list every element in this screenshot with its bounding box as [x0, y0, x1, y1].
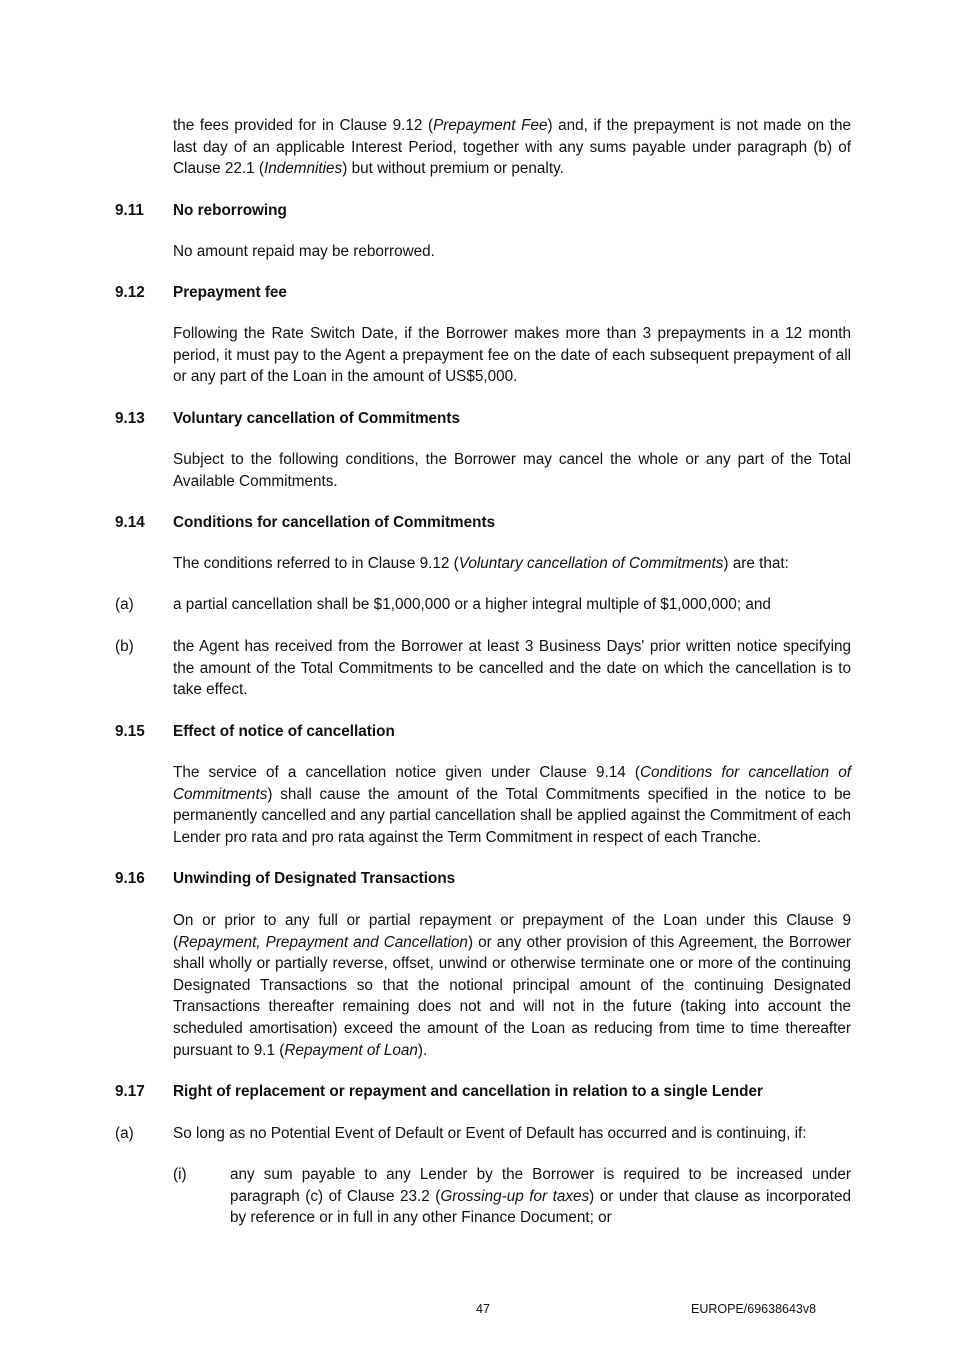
section-paragraph: On or prior to any full or partial repayment or prepayment of the Loan under this Clause 9 (Repayment, Prepayment and Cancellation) or any other provision of this Agreement, the Borrower shall wholly or partially reverse, offset, unwind or otherwise terminate one or more of the continuing Designated Transactions so that the notional principal amount of the continuing Designated Transactions thereafter remaining does not and will not in the future (taking into account the scheduled amortisation) exceed the amount of the Loan as reducing from time to time thereafter pursuant to 9.1 (Repayment of Loan).	[173, 912, 851, 1059]
sublist-item: any sum payable to any Lender by the Borrower is required to be increased under paragraph (c) of Clause 23.2 (Grossing-up for taxes) or under that clause as incorporated by reference or in full in any other Finance Document; or	[230, 1166, 851, 1227]
section-heading: No reborrowing	[173, 202, 287, 219]
section-number: 9.15	[115, 723, 145, 740]
intro-paragraph: the fees provided for in Clause 9.12 (Prepayment Fee) and, if the prepayment is not made on the last day of an applicable Interest Period, together with any sums payable under paragraph (b) of Clause 22.1 (Indemnities) but without premium or penalty.	[173, 117, 851, 178]
section-paragraph: No amount repaid may be reborrowed.	[173, 243, 435, 260]
list-label: (b)	[115, 638, 134, 655]
document-reference: EUROPE/69638643v8	[691, 1302, 817, 1316]
page-number: 47	[476, 1302, 490, 1316]
section-heading: Effect of notice of cancellation	[173, 723, 395, 740]
section-number: 9.16	[115, 870, 145, 887]
section-heading: Conditions for cancellation of Commitments	[173, 514, 496, 531]
section-number: 9.12	[115, 284, 145, 301]
section-paragraph: The conditions referred to in Clause 9.12 (Voluntary cancellation of Commitments) are that:	[173, 555, 789, 572]
section-paragraph: Following the Rate Switch Date, if the Borrower makes more than 3 prepayments in a 12 month period, it must pay to the Agent a prepayment fee on the date of each subsequent prepayment of all or any part of the Loan in the amount of US$5,000.	[173, 325, 851, 386]
list-label: (a)	[115, 1125, 134, 1142]
section-heading: Prepayment fee	[173, 284, 287, 301]
section-heading: Right of replacement or repayment and cancellation in relation to a single Lender	[173, 1083, 763, 1100]
section-paragraph: Subject to the following conditions, the Borrower may cancel the whole or any part of the Total Available Commitments.	[173, 451, 851, 490]
sublist-label: (i)	[173, 1166, 187, 1183]
list-item: So long as no Potential Event of Default or Event of Default has occurred and is continuing, if:	[173, 1125, 807, 1142]
section-paragraph: The service of a cancellation notice given under Clause 9.14 (Conditions for cancellation of Commitments) shall cause the amount of the Total Commitments specified in the notice to be permanently cancelled and any partial cancellation shall be applied against the Commitment of each Lender pro rata and pro rata against the Term Commitment in respect of each Tranche.	[173, 764, 851, 846]
list-item: the Agent has received from the Borrower at least 3 Business Days' prior written notice specifying the amount of the Total Commitments to be cancelled and the date on which the cancellation is to take effect.	[173, 638, 851, 699]
section-number: 9.11	[115, 202, 144, 219]
section-heading: Unwinding of Designated Transactions	[173, 870, 456, 887]
list-item: a partial cancellation shall be $1,000,000 or a higher integral multiple of $1,000,000; and	[173, 596, 771, 613]
section-number: 9.17	[115, 1083, 145, 1100]
section-number: 9.13	[115, 410, 145, 427]
section-heading: Voluntary cancellation of Commitments	[173, 410, 461, 427]
section-number: 9.14	[115, 514, 145, 531]
list-label: (a)	[115, 596, 134, 613]
